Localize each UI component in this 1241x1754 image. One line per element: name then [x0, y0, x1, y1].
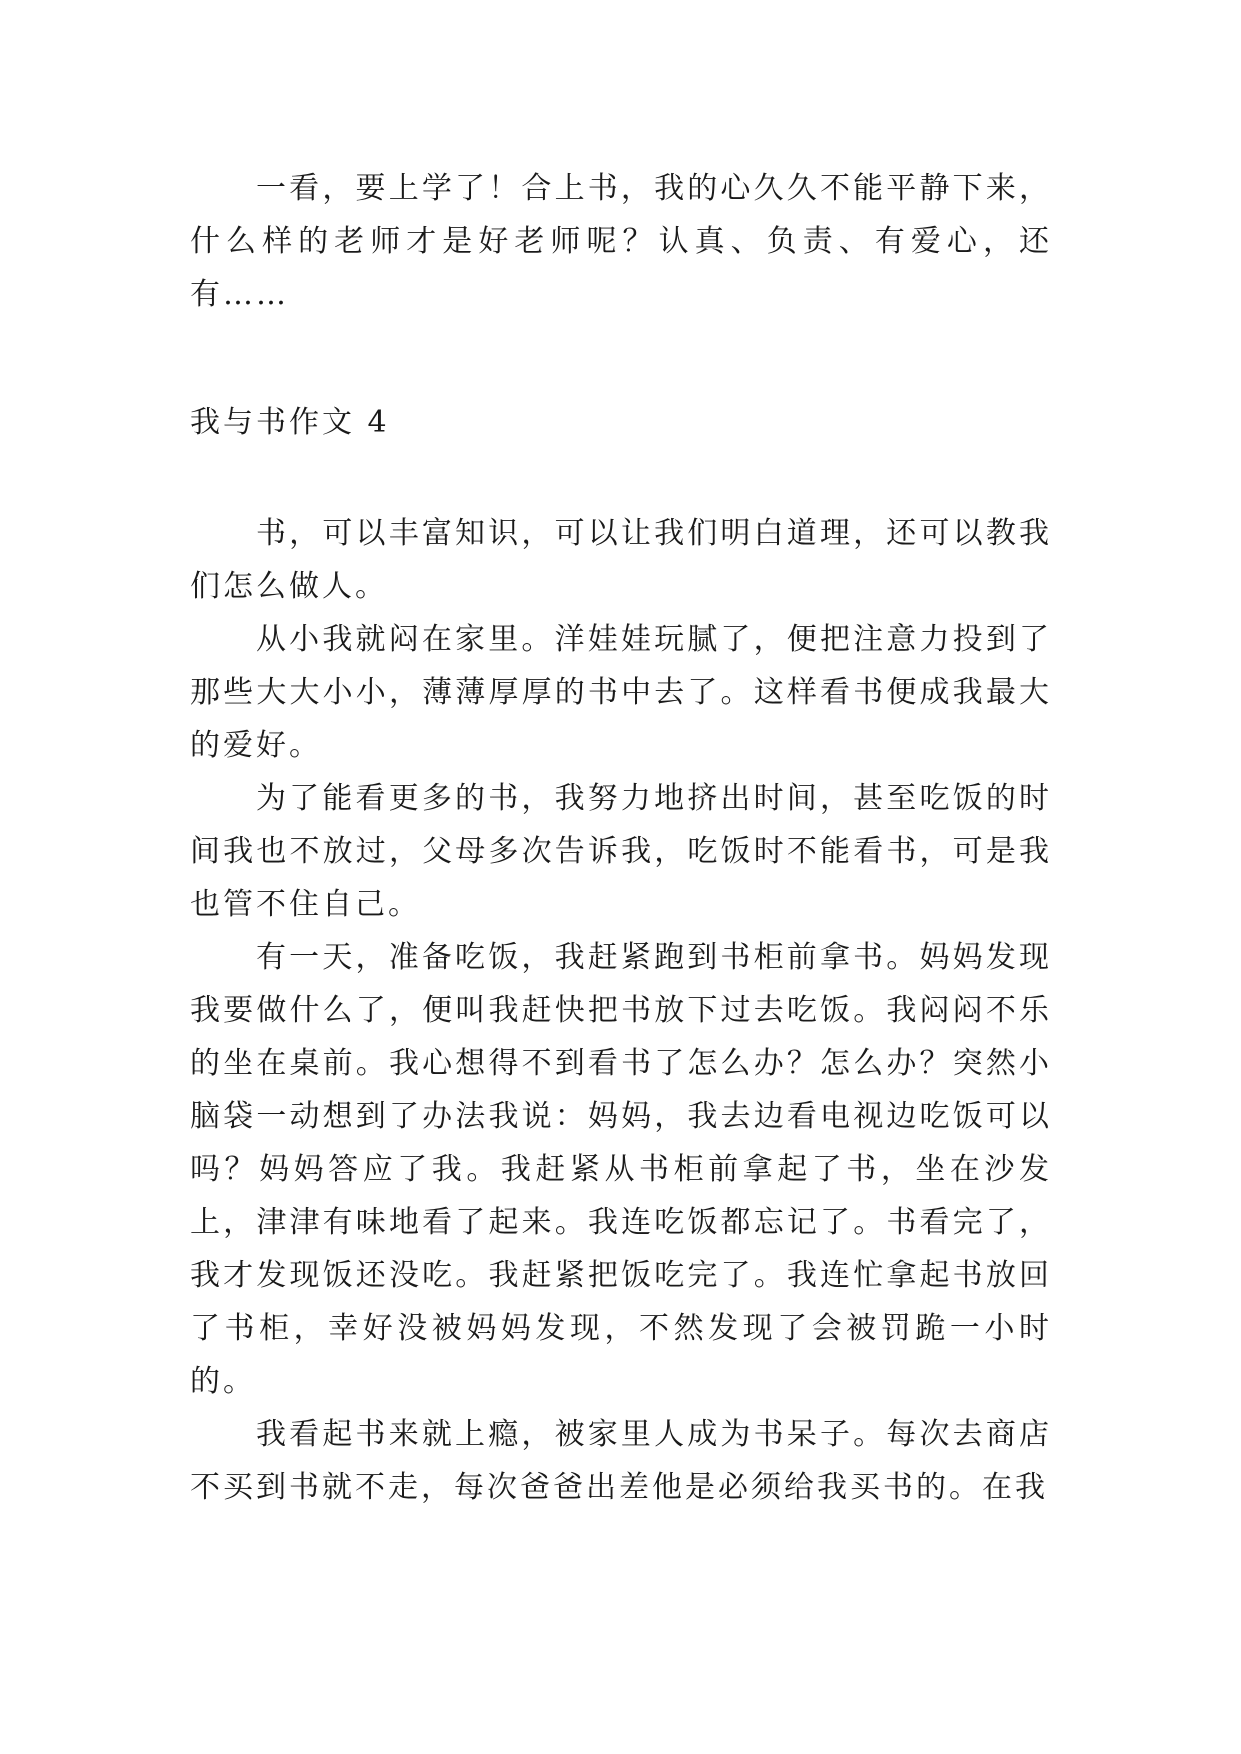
- essay-body: [190, 507, 1052, 1514]
- paragraph-3: 为了能看更多的书，我努力地挤出时间，甚至吃饭的时间我也不放过，父母多次告诉我，吃饭时不能看书，可是我也管不住自己。: [190, 781, 1052, 922]
- section-title: 我与书作文 4: [190, 405, 390, 440]
- paragraph-4: 有一天，准备吃饭，我赶紧跑到书柜前拿书。妈妈发现我要做什么了，便叫我赶快把书放下过去吃饭。我闷闷不乐的坐在桌前。我心想得不到看书了怎么办？怎么办？突然小脑袋一动想到了办法我说：妈妈，我去边看电视边吃饭可以吗？妈妈答应了我。我赶紧从书柜前拿起了书，坐在沙发上，津津有味地看了起来。我连吃饭都忘记了。书看完了，我才发现饭还没吃。我赶紧把饭吃完了。我连忙拿起书放回了书柜，幸好没被妈妈发现，不然发现了会被罚跪一小时的。: [190, 940, 1052, 1399]
- paragraph-5: 我看起书来就上瘾，被家里人成为书呆子。每次去商店不买到书就不走，每次爸爸出差他是必须给我买书的。在我: [190, 1417, 1052, 1505]
- paragraph-2: 从小我就闷在家里。洋娃娃玩腻了，便把注意力投到了那些大大小小，薄薄厚厚的书中去了。这样看书便成我最大的爱好。: [190, 622, 1052, 763]
- essay-continuation: [190, 162, 1052, 321]
- paragraph-1: 书，可以丰富知识，可以让我们明白道理，还可以教我们怎么做人。: [190, 516, 1052, 604]
- paragraph-top: 一看，要上学了！合上书，我的心久久不能平静下来，什么样的老师才是好老师呢？认真、负责、有爱心，还有……: [190, 171, 1052, 312]
